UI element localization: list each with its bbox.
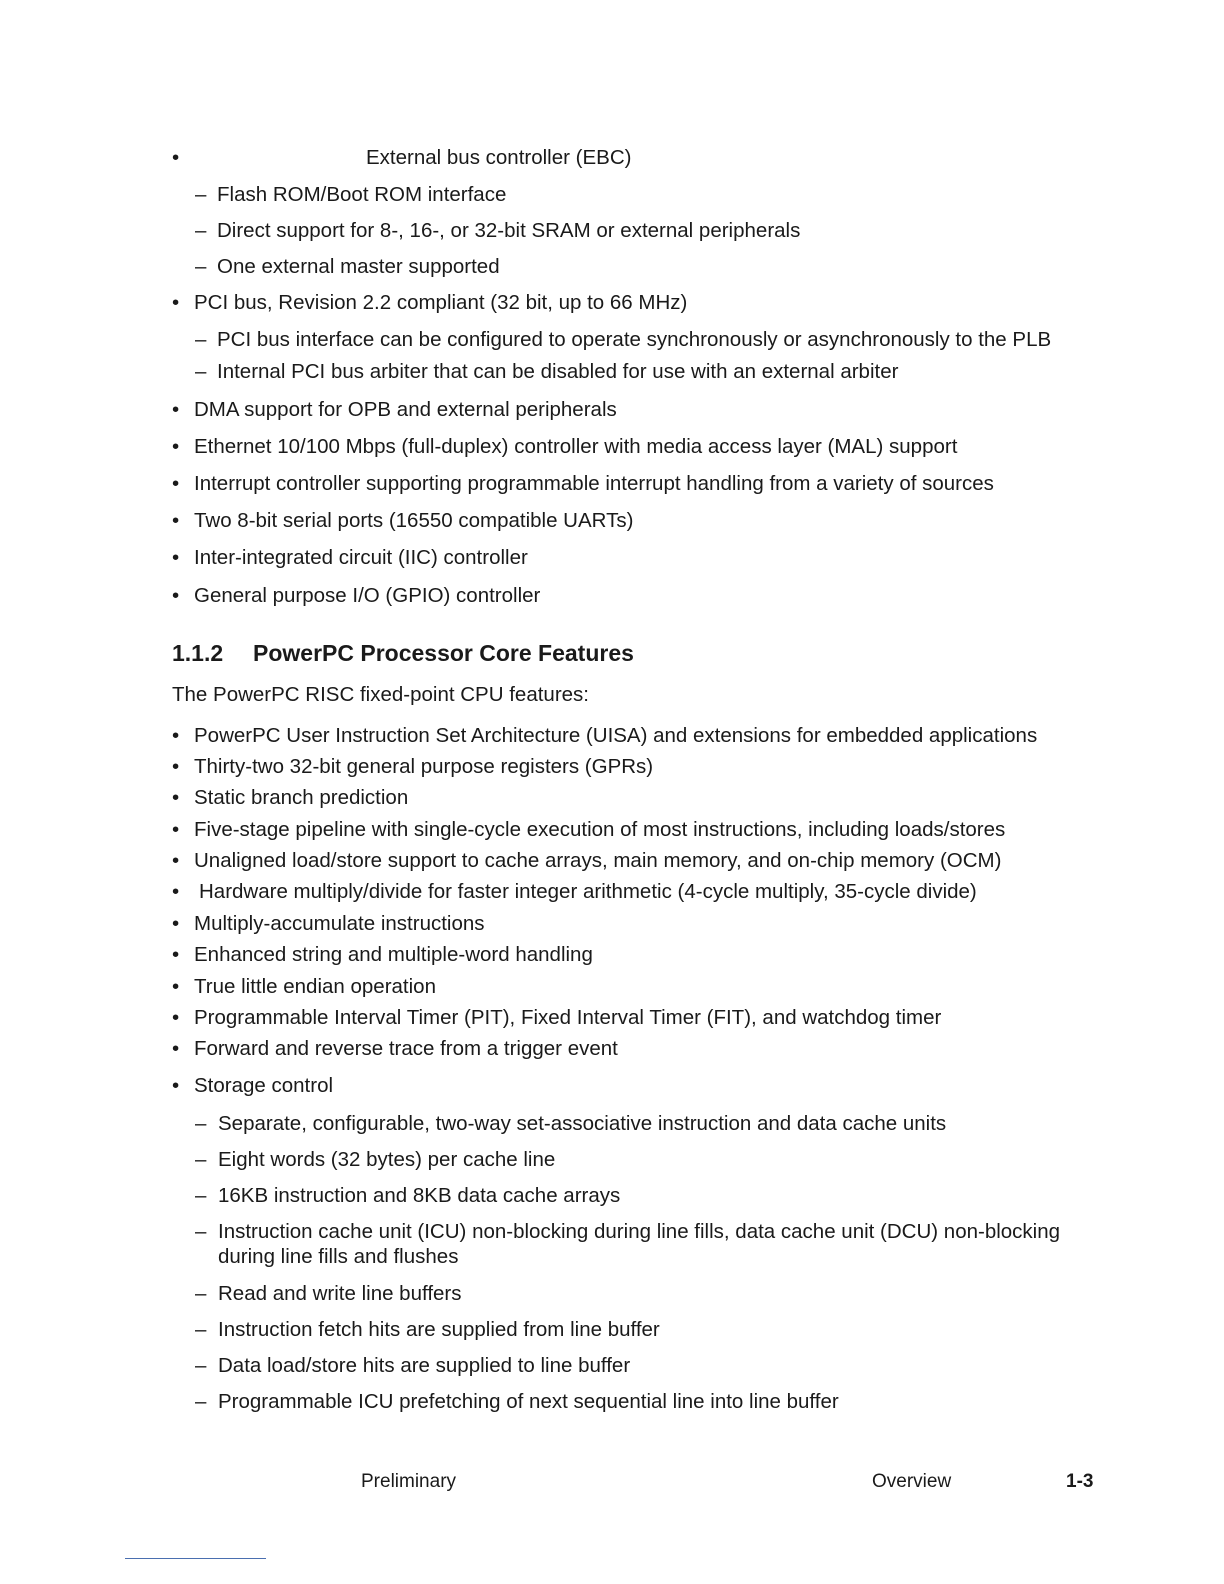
list-item: • Unaligned load/store support to cache arrays, main memory, and on-chip memory (OCM) [172,849,1002,872]
list-item: • DMA support for OPB and external peripherals [172,398,617,421]
bullet-marker: • [172,472,180,495]
list-item: • PowerPC User Instruction Set Architecture (UISA) and extensions for embedded applications [172,724,1038,747]
dash-marker: – [195,1282,207,1305]
list-item: • Two 8-bit serial ports (16550 compatible UARTs) [172,509,634,532]
page-number: 1-3 [1066,1471,1094,1492]
list-item: • Forward and reverse trace from a trigger event [172,1037,618,1060]
list-item: • Multiply-accumulate instructions [172,912,485,935]
bullet-marker: • [172,398,180,421]
list-item: • General purpose I/O (GPIO) controller [172,584,541,607]
sub-list-item: – Instruction cache unit (ICU) non-blocking during line fills, data cache unit (DCU) non-blocking [195,1220,1061,1243]
bullet-marker: • [172,584,180,607]
bullet-marker: • [172,755,180,778]
sub-list-item: – One external master supported [195,255,500,278]
sub-list-item: – Direct support for 8-, 16-, or 32-bit SRAM or external peripherals [195,219,801,242]
dash-marker: – [195,360,207,383]
section-number: 1.1.2 [172,640,224,666]
sub-list-item: – Data load/store hits are supplied to line buffer [195,1354,631,1377]
list-item: • Interrupt controller supporting programmable interrupt handling from a variety of sources [172,472,994,495]
dash-marker: – [195,1148,207,1171]
sub-list-item: – Programmable ICU prefetching of next sequential line into line buffer [195,1390,839,1413]
sub-list-item: – Separate, configurable, two-way set-associative instruction and data cache units [195,1112,947,1135]
dash-marker: – [195,1390,207,1413]
list-item: • Inter-integrated circuit (IIC) controller [172,546,528,569]
bullet-marker: • [172,1037,180,1060]
list-item: • External bus controller (EBC) [172,146,632,169]
bullet-marker: • [172,943,180,966]
bullet-marker: • [172,509,180,532]
dash-marker: – [195,328,207,351]
sub-list-item: – Instruction fetch hits are supplied from line buffer [195,1318,660,1341]
bullet-marker: • [172,912,180,935]
list-item: • Ethernet 10/100 Mbps (full-duplex) controller with media access layer (MAL) support [172,435,958,458]
bullet-marker: • [172,546,180,569]
footer-status: Preliminary [361,1471,457,1492]
sub-list-item: – Read and write line buffers [195,1282,462,1305]
sub-list-item: – 16KB instruction and 8KB data cache arrays [195,1184,621,1207]
bullet-marker: • [172,786,180,809]
dash-marker: – [195,1220,207,1243]
dash-marker: – [195,1184,207,1207]
dash-marker: – [195,219,207,242]
bullet-marker: • [172,1006,180,1029]
sub-list-item: – PCI bus interface can be configured to operate synchronously or asynchronously to the PLB [195,328,1052,351]
list-item: • Hardware multiply/divide for faster integer arithmetic (4-cycle multiply, 35-cycle divide) [172,880,977,903]
footer-chapter: Overview [872,1471,952,1492]
bullet-marker: • [172,975,180,998]
list-item: • Programmable Interval Timer (PIT), Fixed Interval Timer (FIT), and watchdog timer [172,1006,942,1029]
bullet-marker: • [172,291,180,314]
dash-marker: – [195,183,207,206]
sub-list-item: – Flash ROM/Boot ROM interface [195,183,507,206]
bullet-marker: • [172,818,180,841]
dash-marker: – [195,255,207,278]
dash-marker: – [195,1354,207,1377]
dash-marker: – [195,1112,207,1135]
list-item: • Five-stage pipeline with single-cycle execution of most instructions, including loads/stores [172,818,1006,841]
bullet-marker: • [172,146,180,169]
bullet-marker: • [172,1074,180,1097]
list-item: • Thirty-two 32-bit general purpose registers (GPRs) [172,755,654,778]
sub-list-item: – Eight words (32 bytes) per cache line [195,1148,556,1171]
list-item: • True little endian operation [172,975,436,998]
list-item: • Static branch prediction [172,786,409,809]
footer-rule [125,1558,266,1559]
section-heading [172,640,634,666]
list-item: • PCI bus, Revision 2.2 compliant (32 bit, up to 66 MHz) [172,291,688,314]
section-intro: The PowerPC RISC fixed-point CPU features: [172,683,589,706]
dash-marker: – [195,1318,207,1341]
sub-list-item-continuation: during line fills and flushes [218,1245,459,1268]
bullet-marker: • [172,849,180,872]
bullet-marker: • [172,435,180,458]
list-item: • Storage control [172,1074,334,1097]
list-item: • Enhanced string and multiple-word handling [172,943,593,966]
bullet-marker: • [172,724,180,747]
section-title: PowerPC Processor Core Features [253,640,634,666]
sub-list-item: – Internal PCI bus arbiter that can be disabled for use with an external arbiter [195,360,899,383]
bullet-marker: • [172,880,180,903]
